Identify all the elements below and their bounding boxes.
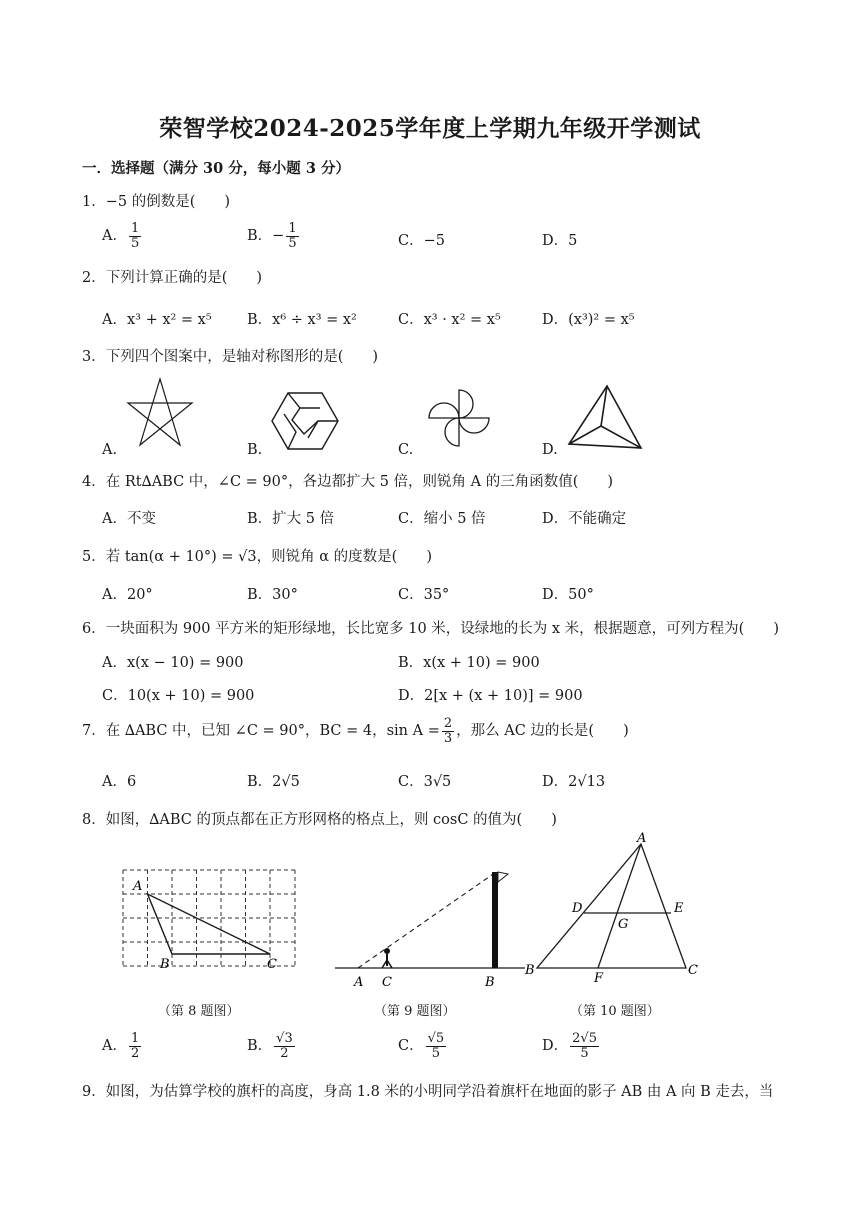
option-label: B． — [247, 228, 273, 245]
question-6-stem: 6．一块面积为 900 平方米的矩形绿地，长比宽多 10 米，设绿地的长为 x 米，根据题意，可列方程为( ) — [82, 621, 779, 637]
point-label: D — [572, 901, 583, 916]
numerator: √5 — [427, 1031, 445, 1046]
option-label: B． — [247, 1038, 273, 1055]
figure-9-caption: （第 9 题图） — [374, 1004, 456, 1019]
fraction — [286, 222, 298, 250]
question-4-option-a: A．不变 — [102, 511, 156, 527]
point-label: B — [160, 957, 170, 972]
question-2-stem: 2．下列计算正确的是( ) — [82, 270, 263, 286]
question-5-option-b: B．30° — [247, 587, 298, 603]
question-8-option-c — [398, 1032, 448, 1060]
stem-part-1: 7．在 ∆ABC 中，已知 ∠C = 90°，BC = 4，sin A = — [82, 723, 440, 740]
numerator: 2√5 — [572, 1031, 597, 1046]
numerator: 1 — [130, 1031, 140, 1046]
question-7-option-a: A．6 — [102, 774, 137, 790]
numerator: 1 — [288, 221, 297, 236]
figure-10-caption: （第 10 题图） — [570, 1004, 660, 1019]
option-label: C． — [398, 1038, 424, 1055]
numerator: √3 — [276, 1031, 293, 1046]
denominator: 5 — [130, 235, 140, 251]
question-1-stem: 1．−5 的倒数是( ) — [82, 194, 231, 210]
question-3-stem: 3．下列四个图案中，是轴对称图形的是( ) — [82, 349, 379, 365]
question-6-option-d: D．2[x + (x + 10)] = 900 — [398, 688, 583, 704]
question-6-option-b: B．x(x + 10) = 900 — [398, 655, 540, 671]
point-label: C — [267, 957, 277, 972]
denominator: 5 — [431, 1045, 441, 1061]
point-label: A — [637, 832, 647, 846]
point-label: A — [133, 879, 143, 894]
option-label: A． — [102, 228, 127, 245]
minus-sign: − — [272, 228, 285, 245]
point-label: E — [674, 901, 684, 916]
question-4-stem: 4．在 Rt∆ABC 中，∠C = 90°，各边都扩大 5 倍，则锐角 A 的三角函数值( ) — [82, 474, 614, 490]
question-2-option-a: A．x³ + x² = x⁵ — [102, 312, 212, 328]
figure-9-flagpole — [330, 862, 530, 992]
question-8-option-b — [247, 1032, 297, 1060]
question-7-option-d: D．2√13 — [542, 774, 606, 790]
question-4-option-d: D．不能确定 — [542, 511, 627, 527]
option-label: D． — [542, 1038, 569, 1055]
question-4-option-b: B．扩大 5 倍 — [247, 511, 335, 527]
point-label: G — [618, 917, 629, 932]
question-7-option-c: C．3√5 — [398, 774, 452, 790]
tristar-figure — [565, 384, 645, 456]
fraction — [570, 1032, 599, 1060]
question-6-option-c: C．10(x + 10) = 900 — [102, 688, 255, 704]
question-1-option-d: D．5 — [542, 233, 578, 249]
point-label: A — [354, 975, 364, 990]
fraction — [274, 1032, 295, 1060]
question-1-option-b — [247, 222, 301, 250]
question-5-option-d: D．50° — [542, 587, 594, 603]
point-label: B — [525, 963, 535, 978]
point-label: C — [382, 975, 392, 990]
question-5-option-a: A．20° — [102, 587, 153, 603]
point-label: F — [594, 971, 604, 986]
page-title: 荣智学校2024-2025学年度上学期九年级开学测试 — [159, 115, 701, 142]
question-1-option-a — [102, 222, 143, 250]
section-heading: 一．选择题（满分 30 分，每小题 3 分） — [82, 160, 350, 177]
fraction — [426, 1032, 447, 1060]
denominator: 5 — [288, 235, 297, 251]
question-3-option-b: B. — [247, 442, 263, 458]
question-4-option-c: C．缩小 5 倍 — [398, 511, 486, 527]
question-9-stem: 9．如图，为估算学校的旗杆的高度，身高 1.8 米的小明同学沿着旗杆在地面的影子 AB 由 A 向 B 走去，当 — [82, 1084, 774, 1100]
question-6-option-a: A．x(x − 10) = 900 — [102, 655, 244, 671]
question-8-option-d — [542, 1032, 601, 1060]
question-3-option-d: D. — [542, 442, 558, 458]
question-8-option-a — [102, 1032, 143, 1060]
denominator: 3 — [443, 730, 453, 746]
point-label: B — [485, 975, 495, 990]
question-3-option-c: C. — [398, 442, 414, 458]
star-figure — [125, 377, 195, 449]
denominator: 2 — [280, 1045, 289, 1061]
question-8-stem: 8．如图，∆ABC 的顶点都在正方形网格的格点上，则 cosC 的值为( ) — [82, 812, 557, 828]
question-3-option-a: A. — [102, 442, 118, 458]
point-label: C — [688, 963, 698, 978]
question-7-option-b: B．2√5 — [247, 774, 300, 790]
fraction — [442, 717, 454, 745]
fraction — [129, 1032, 141, 1060]
stem-part-2: ，那么 AC 边的长是( ) — [456, 723, 629, 740]
figure-8-grid — [115, 862, 305, 982]
question-7-stem — [82, 717, 629, 745]
question-1-option-c: C．−5 — [398, 233, 445, 249]
figure-8-caption: （第 8 题图） — [158, 1004, 240, 1019]
numerator: 2 — [443, 716, 453, 731]
pinwheel-figure — [425, 386, 493, 450]
option-label: A． — [102, 1038, 127, 1055]
question-5-option-c: C．35° — [398, 587, 450, 603]
numerator: 1 — [130, 221, 140, 236]
fraction — [129, 222, 141, 250]
question-2-option-d: D．(x³)² = x⁵ — [542, 312, 635, 328]
question-5-stem: 5．若 tan(α + 10°) = √3，则锐角 α 的度数是( ) — [82, 549, 432, 565]
question-2-option-b: B．x⁶ ÷ x³ = x² — [247, 312, 357, 328]
question-2-option-c: C．x³ · x² = x⁵ — [398, 312, 501, 328]
denominator: 2 — [130, 1045, 140, 1061]
figure-10-triangle — [520, 832, 710, 992]
hexagon-figure — [270, 390, 340, 452]
denominator: 5 — [580, 1045, 589, 1061]
